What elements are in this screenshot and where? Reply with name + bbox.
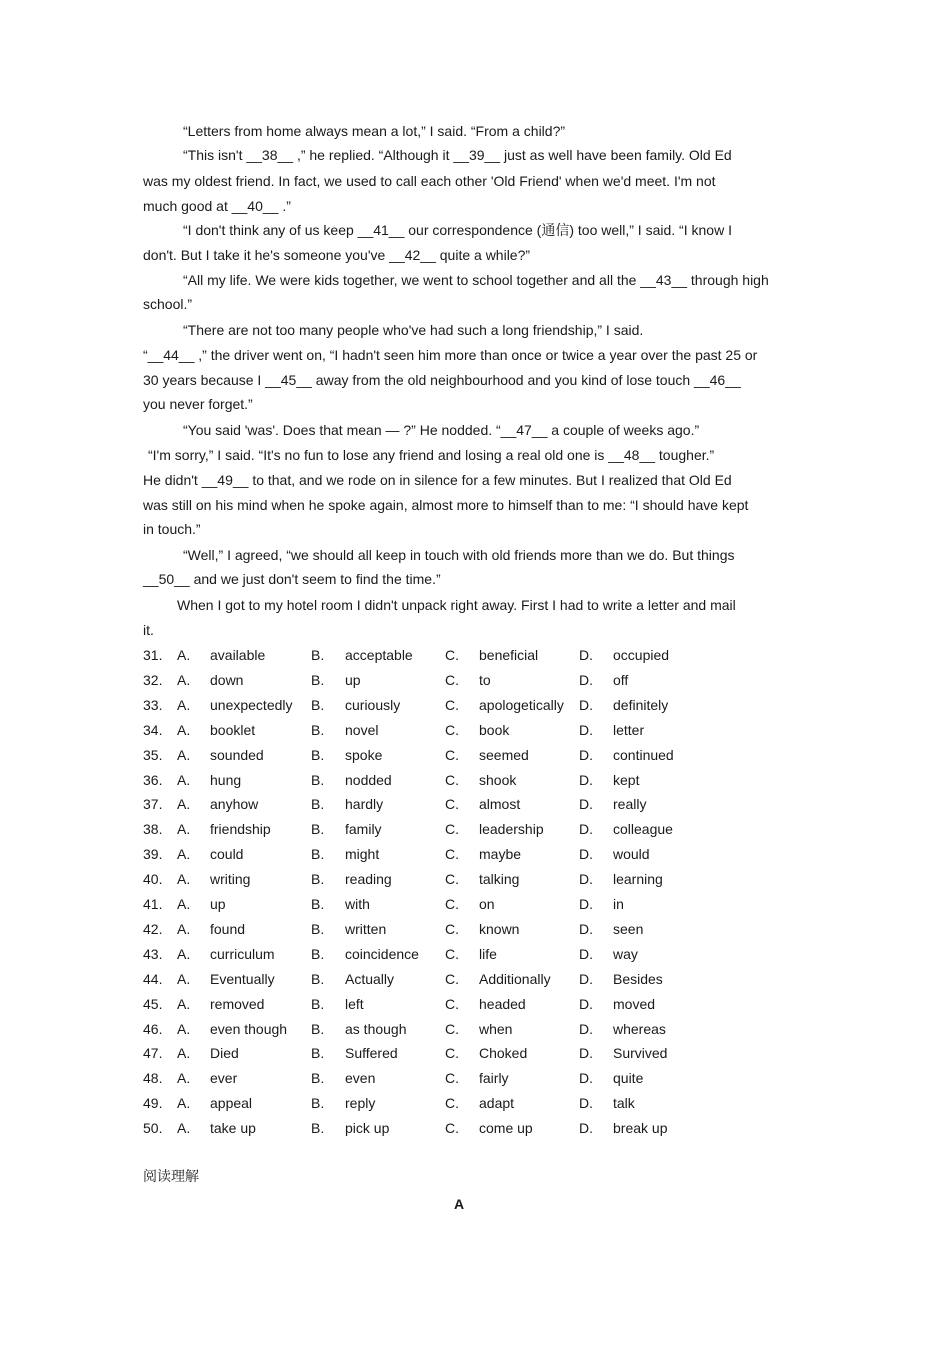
passage-line: in touch.” <box>143 521 201 537</box>
option-letter-d: D. <box>579 970 593 987</box>
option-letter-d: D. <box>579 945 593 962</box>
option-letter-c: C. <box>445 821 459 838</box>
option-a-text: could <box>210 846 244 863</box>
option-letter-a: A. <box>177 671 191 688</box>
option-c-text: book <box>479 721 510 738</box>
question-number: 49. <box>143 1095 163 1112</box>
option-d-text: occupied <box>613 647 670 663</box>
option-b-text: hardly <box>345 796 384 813</box>
option-letter-d: D. <box>579 871 593 888</box>
option-letter-b: B. <box>311 821 325 838</box>
option-a-text: curriculum <box>210 945 275 962</box>
option-letter-a: A. <box>177 1020 191 1037</box>
option-a-text: even though <box>210 1020 288 1037</box>
passage-line: was my oldest friend. In fact, we used to call each other 'Old Friend' when we'd meet. I'm not <box>143 173 716 189</box>
option-d-text: definitely <box>613 696 669 713</box>
option-a-text: found <box>210 920 246 937</box>
option-a-text: anyhow <box>210 796 259 813</box>
option-letter-c: C. <box>445 796 459 813</box>
question-number: 50. <box>143 1120 163 1137</box>
option-letter-d: D. <box>579 995 593 1012</box>
option-letter-b: B. <box>311 945 325 962</box>
option-d-text: would <box>613 846 650 863</box>
option-c-text: leadership <box>479 821 544 838</box>
passage-line: He didn't __49__ to that, and we rode on in silence for a few minutes. But I realized that Old Ed <box>143 472 732 488</box>
option-letter-d: D. <box>579 1045 593 1062</box>
option-letter-b: B. <box>311 995 325 1012</box>
option-letter-c: C. <box>445 1070 459 1087</box>
option-letter-c: C. <box>445 1120 459 1137</box>
option-d-text: Besides <box>613 970 663 987</box>
passage-line: __50__ and we just don't seem to find the time.” <box>143 571 441 587</box>
option-letter-b: B. <box>311 1070 325 1087</box>
question-number: 33. <box>143 696 163 713</box>
passage-line: it. <box>143 622 154 638</box>
passage-line: school.” <box>143 296 193 312</box>
option-letter-a: A. <box>177 896 191 912</box>
option-d-text: really <box>613 796 647 813</box>
option-letter-a: A. <box>177 920 191 937</box>
option-letter-b: B. <box>311 970 325 987</box>
option-b-text: reply <box>345 1095 376 1112</box>
passage-line: was still on his mind when he spoke again, almost more to himself than to me: “I should have kept <box>143 497 749 513</box>
option-b-text: with <box>345 896 370 912</box>
question-number: 35. <box>143 746 163 763</box>
option-letter-a: A. <box>177 871 191 888</box>
option-c-text: apologetically <box>479 696 564 713</box>
option-letter-a: A. <box>177 796 191 813</box>
option-b-text: pick up <box>345 1120 390 1137</box>
option-b-text: nodded <box>345 771 392 788</box>
question-number: 40. <box>143 871 163 888</box>
option-letter-b: B. <box>311 721 325 738</box>
question-number: 37. <box>143 796 163 813</box>
option-a-text: Died <box>210 1045 239 1062</box>
option-d-text: seen <box>613 920 644 937</box>
option-a-text: booklet <box>210 721 256 738</box>
option-letter-c: C. <box>445 647 459 663</box>
option-a-text: down <box>210 671 244 688</box>
option-d-text: in <box>613 896 624 912</box>
passage-line: “You said 'was'. Does that mean — ?” He nodded. “__47__ a couple of weeks ago.” <box>183 422 700 438</box>
section-title: 阅读理解 <box>143 1169 199 1185</box>
option-letter-d: D. <box>579 721 593 738</box>
option-a-text: unexpectedly <box>210 696 293 713</box>
question-number: 42. <box>143 920 163 937</box>
option-c-text: talking <box>479 871 520 888</box>
option-letter-b: B. <box>311 1020 325 1037</box>
option-b-text: left <box>345 995 364 1012</box>
question-number: 34. <box>143 721 163 738</box>
option-letter-c: C. <box>445 945 459 962</box>
option-letter-c: C. <box>445 696 459 713</box>
option-letter-d: D. <box>579 696 593 713</box>
option-a-text: friendship <box>210 821 271 838</box>
option-letter-b: B. <box>311 920 325 937</box>
question-number: 39. <box>143 846 163 863</box>
option-c-text: beneficial <box>479 647 539 663</box>
option-letter-a: A. <box>177 647 191 663</box>
option-d-text: break up <box>613 1120 668 1137</box>
question-number: 41. <box>143 896 163 912</box>
option-letter-b: B. <box>311 671 325 688</box>
option-letter-b: B. <box>311 746 325 763</box>
question-number: 38. <box>143 821 163 838</box>
option-letter-d: D. <box>579 771 593 788</box>
option-b-text: novel <box>345 721 379 738</box>
option-c-text: shook <box>479 771 517 788</box>
option-letter-c: C. <box>445 920 459 937</box>
option-letter-d: D. <box>579 796 593 813</box>
option-letter-c: C. <box>445 1045 459 1062</box>
option-letter-d: D. <box>579 647 593 663</box>
option-letter-d: D. <box>579 896 593 912</box>
option-letter-d: D. <box>579 746 593 763</box>
option-letter-a: A. <box>177 995 191 1012</box>
option-letter-c: C. <box>445 771 459 788</box>
option-letter-d: D. <box>579 1095 593 1112</box>
option-d-text: colleague <box>613 821 673 838</box>
option-letter-a: A. <box>177 970 191 987</box>
question-number: 48. <box>143 1070 163 1087</box>
option-letter-c: C. <box>445 1095 459 1112</box>
option-letter-b: B. <box>311 846 325 863</box>
option-c-text: fairly <box>479 1070 509 1087</box>
option-letter-a: A. <box>177 846 191 863</box>
passage-line: “Letters from home always mean a lot,” I said. “From a child?” <box>183 123 566 139</box>
option-letter-d: D. <box>579 1070 593 1087</box>
option-b-text: even <box>345 1070 376 1087</box>
question-number: 46. <box>143 1020 163 1037</box>
passage-line: “I'm sorry,” I said. “It's no fun to lose any friend and losing a real old one is __48__ tougher.” <box>148 447 715 463</box>
option-letter-d: D. <box>579 1120 593 1137</box>
option-letter-d: D. <box>579 846 593 863</box>
option-letter-b: B. <box>311 647 325 663</box>
passage-line: When I got to my hotel room I didn't unpack right away. First I had to write a letter and mail <box>177 597 736 613</box>
option-b-text: up <box>345 671 361 688</box>
option-a-text: ever <box>210 1070 238 1087</box>
option-c-text: seemed <box>479 746 529 763</box>
option-letter-b: B. <box>311 1045 325 1062</box>
part-title: A <box>454 1196 465 1212</box>
option-letter-c: C. <box>445 746 459 763</box>
option-d-text: kept <box>613 771 640 788</box>
option-letter-a: A. <box>177 721 191 738</box>
question-number: 36. <box>143 771 163 788</box>
option-letter-d: D. <box>579 821 593 838</box>
option-d-text: continued <box>613 746 674 763</box>
option-d-text: quite <box>613 1070 644 1087</box>
option-letter-a: A. <box>177 1120 191 1137</box>
option-b-text: might <box>345 846 380 863</box>
option-d-text: moved <box>613 995 656 1012</box>
passage-line: “All my life. We were kids together, we went to school together and all the __43__ through high <box>183 272 769 288</box>
option-c-text: adapt <box>479 1095 515 1112</box>
option-b-text: reading <box>345 871 392 888</box>
option-c-text: known <box>479 920 520 937</box>
option-letter-c: C. <box>445 871 459 888</box>
passage-line: you never forget.” <box>143 396 253 412</box>
option-letter-b: B. <box>311 1095 325 1112</box>
passage-line: 30 years because I __45__ away from the old neighbourhood and you kind of lose touch __46__ <box>143 372 741 388</box>
option-letter-d: D. <box>579 671 593 688</box>
option-letter-b: B. <box>311 771 325 788</box>
option-letter-a: A. <box>177 771 191 788</box>
option-letter-c: C. <box>445 970 459 987</box>
option-d-text: Survived <box>613 1045 668 1062</box>
option-b-text: acceptable <box>345 647 413 663</box>
option-b-text: spoke <box>345 746 383 763</box>
option-a-text: hung <box>210 771 242 788</box>
option-b-text: curiously <box>345 696 401 713</box>
passage-line: “There are not too many people who've had such a long friendship,” I said. <box>183 322 644 338</box>
option-c-text: come up <box>479 1120 533 1137</box>
option-d-text: whereas <box>613 1020 666 1037</box>
question-number: 44. <box>143 970 163 987</box>
option-letter-c: C. <box>445 1020 459 1037</box>
option-letter-a: A. <box>177 1095 191 1112</box>
option-c-text: on <box>479 896 495 912</box>
option-letter-c: C. <box>445 671 459 688</box>
option-c-text: Additionally <box>479 970 551 987</box>
option-c-text: life <box>479 945 497 962</box>
option-d-text: way <box>613 945 638 962</box>
option-letter-b: B. <box>311 871 325 888</box>
option-letter-b: B. <box>311 896 325 912</box>
option-letter-c: C. <box>445 721 459 738</box>
option-c-text: headed <box>479 995 526 1012</box>
option-c-text: almost <box>479 796 521 813</box>
option-a-text: take up <box>210 1120 256 1137</box>
option-b-text: family <box>345 821 382 838</box>
option-a-text: available <box>210 647 266 663</box>
passage-line: “__44__ ,” the driver went on, “I hadn't seen him more than once or twice a year over the past 25 or <box>143 347 758 363</box>
option-c-text: maybe <box>479 846 522 863</box>
option-b-text: Actually <box>345 970 395 987</box>
option-letter-b: B. <box>311 696 325 713</box>
passage-line: “I don't think any of us keep __41__ our correspondence (通信) too well,” I said. “I know I <box>183 222 732 238</box>
option-letter-a: A. <box>177 945 191 962</box>
option-a-text: removed <box>210 995 265 1012</box>
option-letter-a: A. <box>177 1070 191 1087</box>
option-letter-c: C. <box>445 846 459 863</box>
option-letter-c: C. <box>445 995 459 1012</box>
option-b-text: as though <box>345 1020 407 1037</box>
option-c-text: when <box>479 1020 513 1037</box>
option-letter-c: C. <box>445 896 459 912</box>
passage-line: “Well,” I agreed, “we should all keep in touch with old friends more than we do. But things <box>183 547 735 563</box>
option-a-text: appeal <box>210 1095 253 1112</box>
option-d-text: letter <box>613 721 645 738</box>
question-number: 47. <box>143 1045 163 1062</box>
option-c-text: to <box>479 671 491 688</box>
option-d-text: learning <box>613 871 663 888</box>
option-letter-a: A. <box>177 821 191 838</box>
option-a-text: up <box>210 896 226 912</box>
question-number: 32. <box>143 671 163 688</box>
option-b-text: written <box>345 920 387 937</box>
option-a-text: writing <box>210 871 251 888</box>
passage-line: much good at __40__ .” <box>143 198 291 214</box>
passage-line: “This isn't __38__ ,” he replied. “Although it __39__ just as well have been family. Old Ed <box>183 147 732 163</box>
option-letter-b: B. <box>311 796 325 813</box>
option-letter-d: D. <box>579 1020 593 1037</box>
option-d-text: off <box>613 671 629 688</box>
option-d-text: talk <box>613 1095 635 1112</box>
option-c-text: Choked <box>479 1045 528 1062</box>
option-a-text: Eventually <box>210 970 275 987</box>
option-b-text: coincidence <box>345 945 419 962</box>
passage-line: don't. But I take it he's someone you've __42__ quite a while?” <box>143 247 531 263</box>
option-b-text: Suffered <box>345 1045 398 1062</box>
option-letter-a: A. <box>177 1045 191 1062</box>
option-a-text: sounded <box>210 746 264 763</box>
option-letter-b: B. <box>311 1120 325 1137</box>
question-number: 43. <box>143 945 163 962</box>
option-letter-a: A. <box>177 746 191 763</box>
question-number: 45. <box>143 995 163 1012</box>
option-letter-a: A. <box>177 696 191 713</box>
option-letter-d: D. <box>579 920 593 937</box>
question-number: 31. <box>143 647 163 663</box>
